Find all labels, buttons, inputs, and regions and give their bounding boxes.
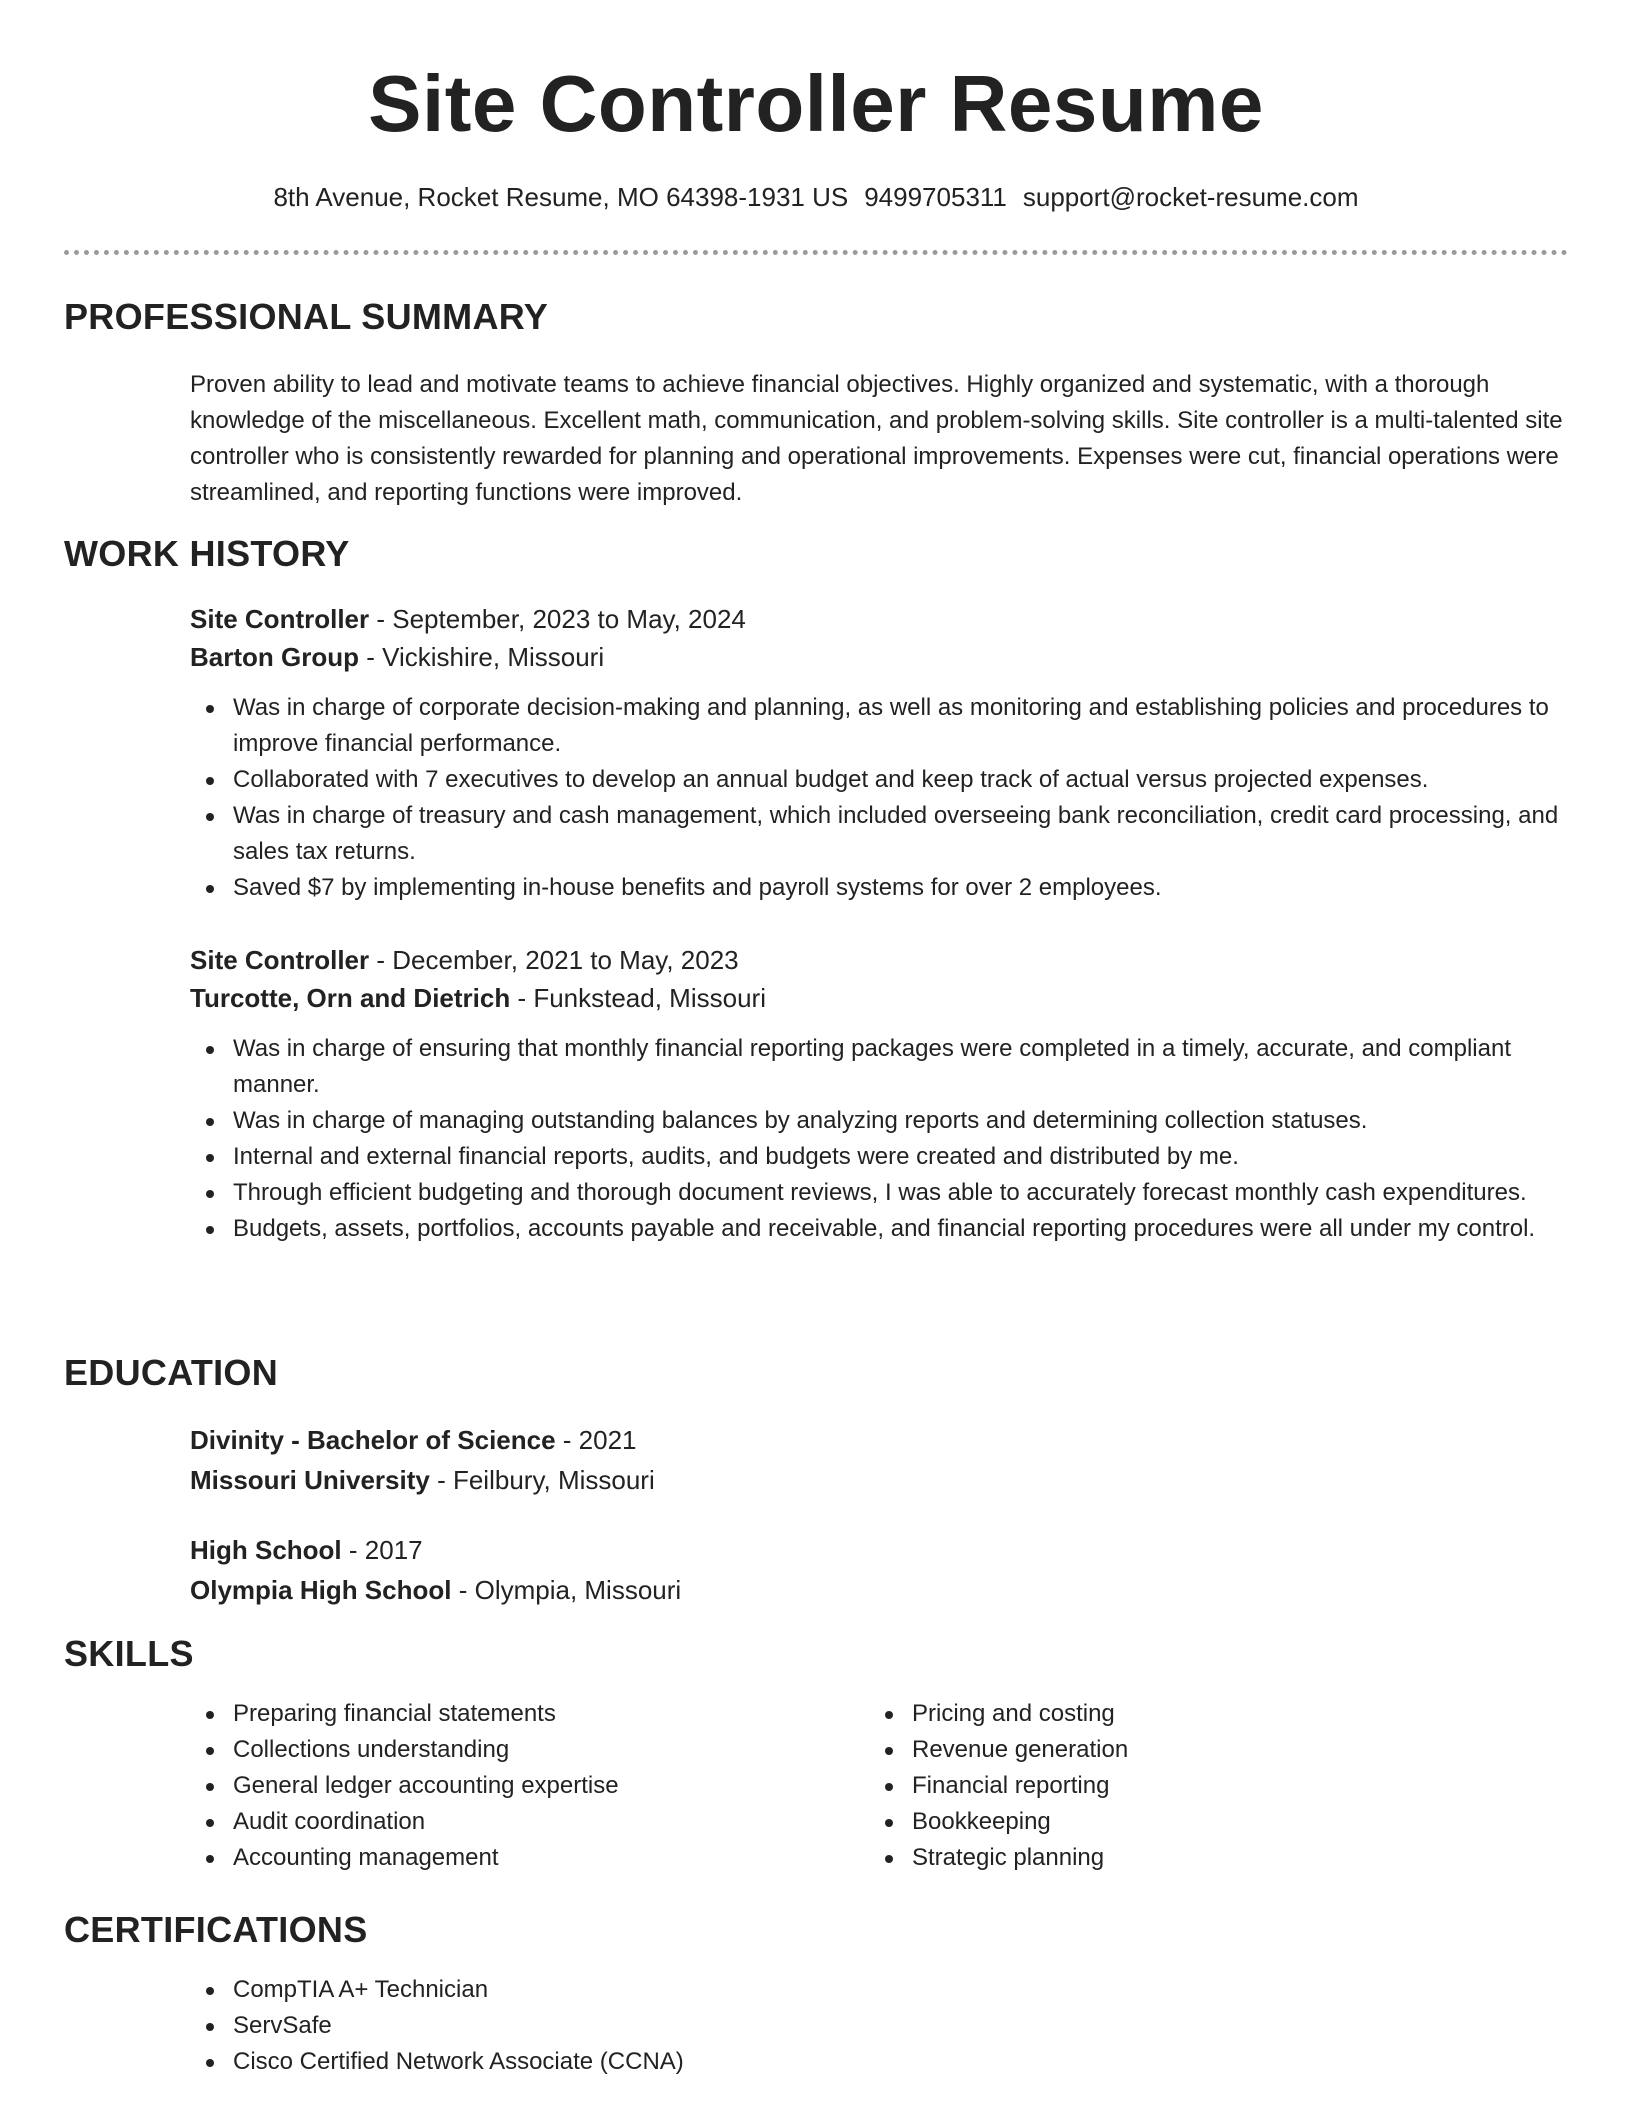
job-title: Site Controller [190,945,370,975]
job-company: Turcotte, Orn and Dietrich [190,983,511,1013]
skill-item: Audit coordination [190,1804,830,1840]
contact-address: 8th Avenue, Rocket Resume, MO 64398-1931 US [273,182,849,212]
job-bullet: Was in charge of treasury and cash management, which included overseeing bank reconciliation, credit card processing, and sales tax returns. [190,798,1570,870]
skill-item: General ledger accounting expertise [190,1768,830,1804]
education-entry [190,1420,1190,1500]
skills-list-left [190,1696,830,1876]
education-school: Missouri University [190,1465,430,1495]
job-entry [190,600,1570,906]
job-dates: - September, 2023 to May, 2024 [369,604,746,634]
education-entry [190,1530,1190,1610]
job-bullet: Saved $7 by implementing in-house benefits and payroll systems for over 2 employees. [190,870,1570,906]
contact-phone: 9499705311 [864,182,1007,212]
job-bullet: Was in charge of ensuring that monthly financial reporting packages were completed in a timely, accurate, and compliant manner. [190,1031,1570,1103]
contact-info [0,182,1632,213]
skill-item: Pricing and costing [869,1696,1509,1732]
skills-heading: SKILLS [64,1633,194,1674]
skill-item: Accounting management [190,1840,830,1876]
job-bullet: Internal and external financial reports, audits, and budgets were created and distributed by me. [190,1139,1570,1175]
skill-item: Collections understanding [190,1732,830,1768]
job-entry [190,941,1570,1247]
education-school-line [190,1460,1190,1500]
job-title-line [190,600,1570,638]
certification-item: ServSafe [190,2008,990,2044]
education-school: Olympia High School [190,1575,452,1605]
skill-item: Strategic planning [869,1840,1509,1876]
skills-list-right [869,1696,1509,1876]
education-degree: Divinity - Bachelor of Science [190,1425,556,1455]
skill-item: Financial reporting [869,1768,1509,1804]
job-bullets [190,1031,1570,1247]
education-location: - Feilbury, Missouri [429,1465,655,1495]
contact-email: support@rocket-resume.com [1022,182,1359,212]
certification-item: Cisco Certified Network Associate (CCNA) [190,2044,990,2080]
header-divider [64,250,1568,255]
job-bullet: Collaborated with 7 executives to develop an annual budget and keep track of actual versus projected expenses. [190,762,1570,798]
education-degree-line [190,1420,1190,1460]
certifications-list [190,1972,990,2080]
job-location: - Funkstead, Missouri [510,983,766,1013]
summary-heading: PROFESSIONAL SUMMARY [64,296,549,337]
job-bullets [190,690,1570,906]
education-degree: High School [190,1535,342,1565]
job-company-line [190,638,1570,676]
education-degree-line [190,1530,1190,1570]
job-title: Site Controller [190,604,370,634]
job-bullet: Was in charge of corporate decision-making and planning, as well as monitoring and establishing policies and procedures to improve financial performance. [190,690,1570,762]
job-dates: - December, 2021 to May, 2023 [369,945,739,975]
skill-item: Bookkeeping [869,1804,1509,1840]
job-bullet: Through efficient budgeting and thorough document reviews, I was able to accurately forecast monthly cash expenditures. [190,1175,1570,1211]
certification-item: CompTIA A+ Technician [190,1972,990,2008]
job-company-line [190,979,1570,1017]
skill-item: Revenue generation [869,1732,1509,1768]
work-history-heading: WORK HISTORY [64,533,350,574]
job-bullet: Budgets, assets, portfolios, accounts payable and receivable, and financial reporting procedures were all under my control. [190,1211,1570,1247]
education-heading: EDUCATION [64,1352,279,1393]
education-school-line [190,1570,1190,1610]
education-year: - 2021 [555,1425,637,1455]
job-company: Barton Group [190,642,359,672]
job-bullet: Was in charge of managing outstanding balances by analyzing reports and determining collection statuses. [190,1103,1570,1139]
certifications-heading: CERTIFICATIONS [64,1909,368,1950]
education-location: - Olympia, Missouri [451,1575,682,1605]
education-year: - 2017 [341,1535,423,1565]
summary-text: Proven ability to lead and motivate teams to achieve financial objectives. Highly organized and systematic, with a thorough knowledge of the miscellaneous. Excellent math, communication, and problem-solving skills. Site controller is a multi-talented site controller who is consistently rewarded for planning and operational improvements. Expenses were cut, financial operations were streamlined, and reporting functions were improved. [190,371,1563,506]
resume-title: Site Controller Resume [368,59,1264,148]
job-title-line [190,941,1570,979]
job-location: - Vickishire, Missouri [359,642,605,672]
skill-item: Preparing financial statements [190,1696,830,1732]
